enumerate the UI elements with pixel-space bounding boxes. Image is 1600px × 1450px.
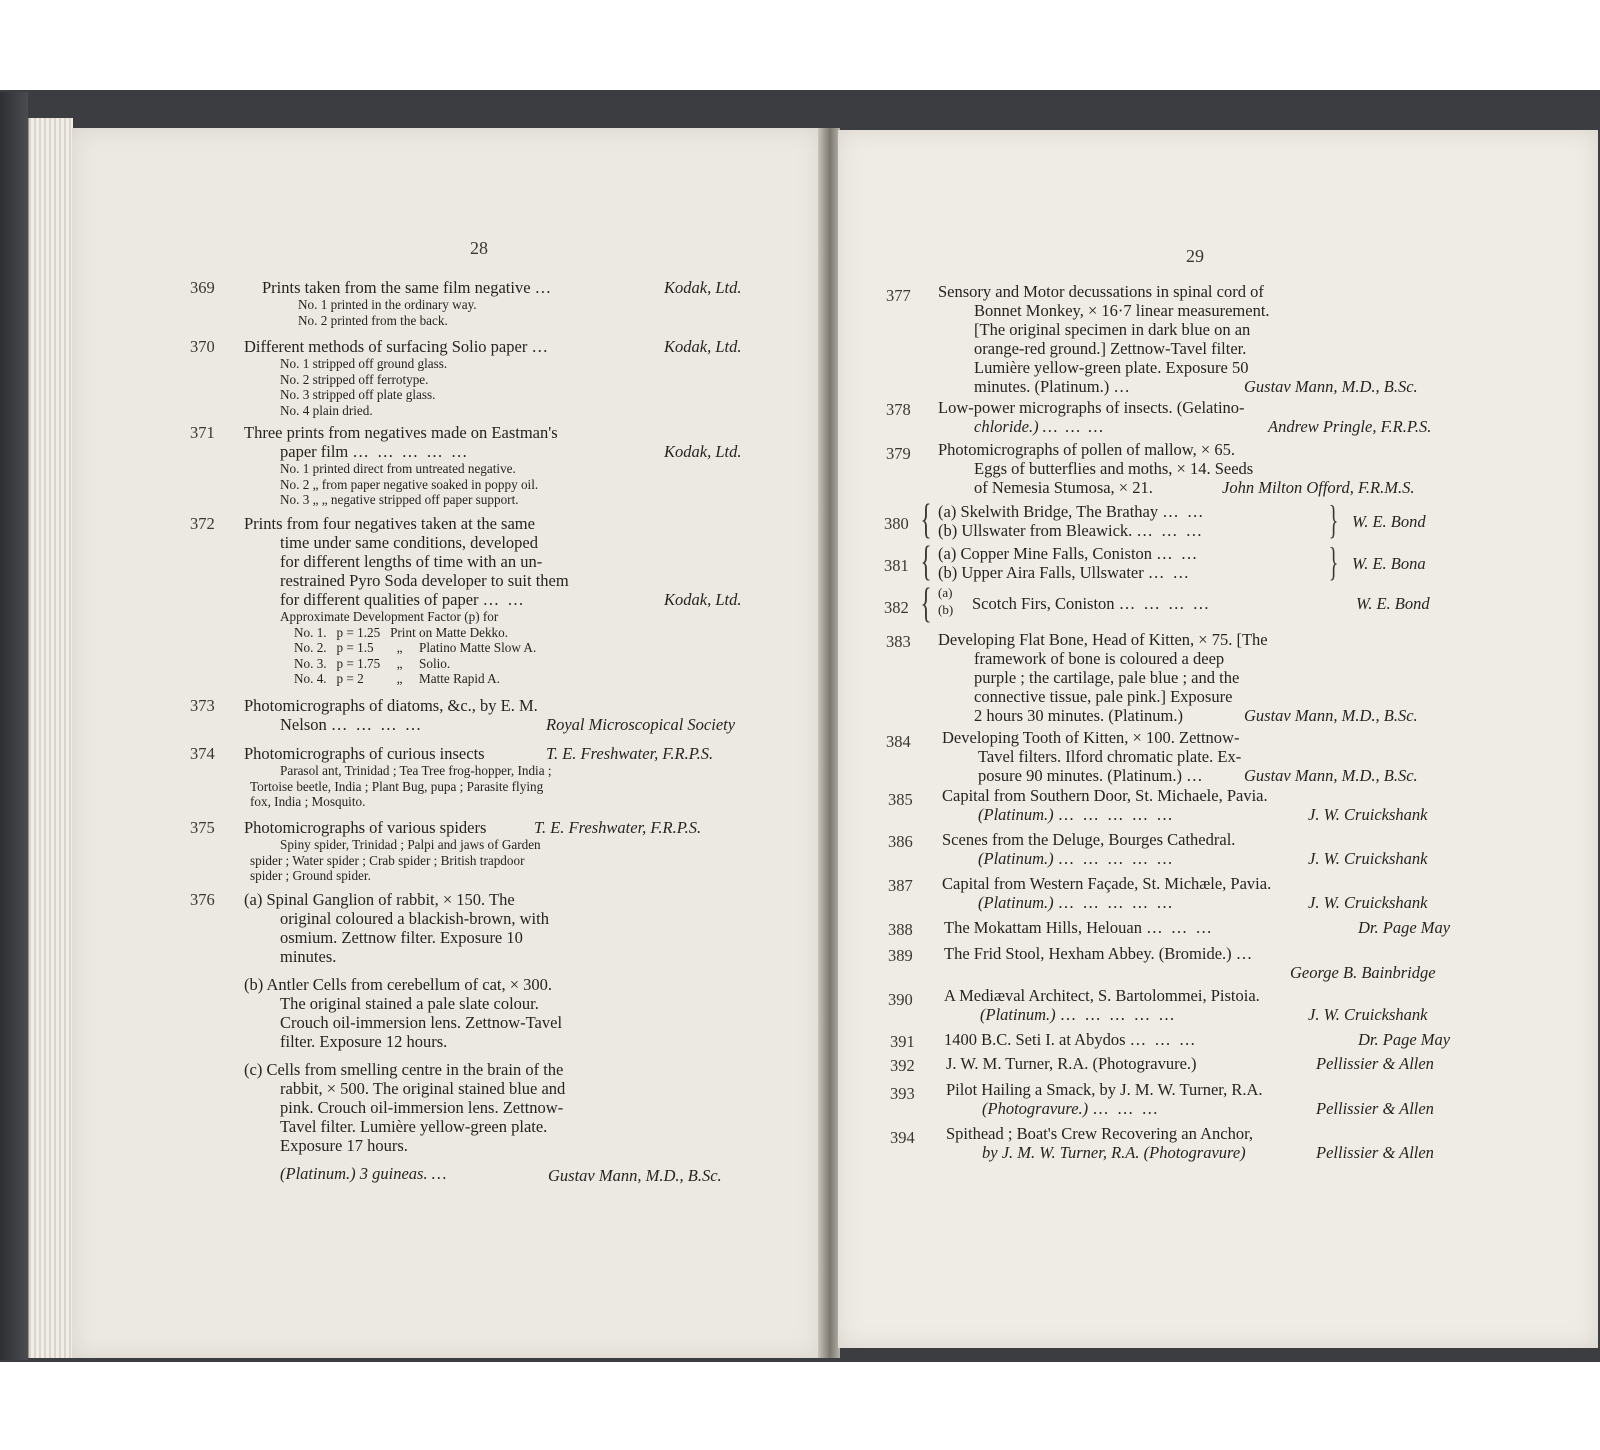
entry-number: 388: [888, 920, 913, 939]
entry-credit: Royal Microscopical Society: [546, 715, 736, 734]
leader-dots: … … … …: [1118, 594, 1212, 613]
entry-credit: John Milton Offord, F.R.M.S.: [1222, 478, 1415, 497]
entry-line: (a) Spinal Ganglion of rabbit, × 150. The: [244, 890, 515, 909]
entry-credit: Kodak, Ltd.: [664, 442, 742, 461]
leader-dots: … … … …: [330, 715, 424, 734]
left-brace: {: [920, 581, 932, 627]
entry-line: (Platinum.): [978, 805, 1054, 824]
entry-line: Crouch oil-immersion lens. Zettnow-Tavel: [280, 1013, 563, 1032]
entry-line: osmium. Zettnow filter. Exposure 10: [280, 928, 523, 947]
entry-title: 1400 B.C. Seti I. at Abydos: [944, 1030, 1126, 1049]
entry-title: The Frid Stool, Hexham Abbey. (Bromide.) …: [944, 944, 1253, 963]
leader-dots: … … … … …: [1059, 1005, 1177, 1024]
entry-line: orange-red ground.] Zettnow-Tavel filter.: [974, 339, 1247, 358]
entry-credit: J. W. Cruickshank: [1308, 805, 1428, 824]
entry-number: 382: [884, 598, 909, 617]
entry-line: [The original specimen in dark blue on an: [974, 320, 1251, 339]
entry-note: No. 2 „ from paper negative soaked in poppy oil.: [280, 476, 539, 492]
page-number: 28: [470, 238, 488, 258]
entry-371: [244, 423, 774, 508]
entry-credit: Dr. Page May: [1358, 1030, 1451, 1049]
entry-line: (b): [938, 602, 954, 617]
entry-credit: Dr. Page May: [1358, 918, 1451, 937]
entry-number: 393: [890, 1084, 915, 1103]
entry-note: No. 3 „ „ negative stripped off paper support.: [280, 492, 519, 507]
leader-dots: … …: [1162, 502, 1206, 521]
entry-line: purple ; the cartilage, pale blue ; and the: [974, 668, 1240, 687]
entry-note: No. 1 printed in the ordinary way.: [298, 297, 477, 312]
entry-line: minutes.: [280, 947, 337, 966]
entry-line: for different lengths of time with an un-: [280, 552, 543, 571]
entry-credit: J. W. Cruickshank: [1308, 849, 1428, 868]
entry-line: Sensory and Motor decussations in spinal cord of: [938, 282, 1264, 301]
entry-line: Prints from four negatives taken at the same: [244, 514, 535, 533]
entry-credit: Gustav Mann, M.D., B.Sc.: [1244, 377, 1418, 396]
leader-dots: … … … … …: [1057, 893, 1175, 912]
entry-number: 370: [190, 337, 215, 356]
entry-note: Tortoise beetle, India ; Plant Bug, pupa ; Parasite flying: [250, 778, 544, 794]
entry-380: [938, 502, 1318, 540]
entry-388: [944, 918, 1424, 937]
entry-note: No. 4 plain dried.: [280, 402, 373, 418]
entry-number: 377: [886, 286, 911, 305]
left-page: [72, 128, 820, 1358]
entry-line: (b) Upper Aira Falls, Ullswater: [938, 563, 1144, 582]
entry-number: 385: [888, 790, 913, 809]
entry-number: 376: [190, 890, 215, 909]
entry-credit: T. E. Freshwater, F.R.P.S.: [534, 818, 702, 837]
entry-line: paper film: [280, 442, 349, 461]
entry-line: (c) Cells from smelling centre in the brain of the: [244, 1060, 564, 1079]
entry-title: Different methods of surfacing Solio paper: [244, 337, 528, 356]
entry-number: 394: [890, 1128, 915, 1147]
entry-credit: Gustav Mann, M.D., B.Sc.: [1244, 766, 1418, 785]
entry-number: 384: [886, 732, 911, 751]
entry-number: 390: [888, 990, 913, 1009]
entry-line: of Nemesia Stumosa, × 21.: [974, 478, 1153, 497]
entry-line: (a) Copper Mine Falls, Coniston: [938, 544, 1153, 563]
leader-dots: …: [431, 1164, 449, 1183]
entry-line: (b) Antler Cells from cerebellum of cat, × 300.: [244, 975, 553, 994]
entry-title: Prints taken from the same film negative: [262, 278, 531, 297]
entry-381: [938, 544, 1318, 582]
entry-line: Nelson: [280, 715, 327, 734]
left-brace: {: [920, 497, 932, 543]
entry-note: No. 2 printed from the back.: [298, 312, 448, 328]
entry-line: for different qualities of paper: [280, 590, 479, 609]
entry-line: time under same conditions, developed: [280, 533, 538, 552]
entry-credit: J. W. Cruickshank: [1308, 893, 1428, 912]
leader-dots: … … … … …: [1057, 805, 1175, 824]
entry-line: (b) Ullswater from Bleawick.: [938, 521, 1133, 540]
entry-credit: Kodak, Ltd.: [664, 590, 742, 609]
entry-number: 380: [884, 514, 909, 533]
entry-line: minutes. (Platinum.): [974, 377, 1110, 396]
entry-line: filter. Exposure 12 hours.: [280, 1032, 448, 1051]
page-stack-edge: [28, 118, 73, 1358]
entry-note: spider ; Ground spider.: [250, 868, 371, 883]
leader-dots: …: [1113, 377, 1132, 396]
entry-number: 373: [190, 696, 215, 715]
entry-375: [244, 818, 784, 884]
entry-note: fox, India ; Mosquito.: [250, 794, 366, 809]
entry-line: Photomicrographs of diatoms, &c., by E. M.: [244, 696, 538, 715]
entry-note: No. 1 printed direct from untreated negative.: [280, 461, 516, 476]
entry-line: original coloured a blackish-brown, with: [280, 909, 549, 928]
entry-number: 386: [888, 832, 913, 851]
entry-note: Approximate Development Factor (p) for: [280, 609, 499, 624]
entry-title: J. W. M. Turner, R.A. (Photogravure.): [946, 1054, 1197, 1073]
entry-line: 2 hours 30 minutes. (Platinum.): [974, 706, 1183, 725]
entry-line: Capital from Southern Door, St. Michaele, Pavia.: [942, 786, 1268, 805]
entry-line: Three prints from negatives made on Eastman's: [244, 423, 558, 442]
entry-line: framework of bone is coloured a deep: [974, 649, 1225, 668]
entry-number: 381: [884, 556, 909, 575]
entry-line: restrained Pyro Soda developer to suit them: [280, 571, 569, 590]
entry-credit: Pellissier & Allen: [1316, 1143, 1434, 1162]
leader-dots: … … …: [1129, 1030, 1198, 1049]
entry-credit: Pellissier & Allen: [1316, 1054, 1434, 1073]
entry-line: The original stained a pale slate colour.: [280, 994, 539, 1013]
entry-376: [244, 890, 804, 1183]
book-gutter: [818, 128, 840, 1358]
entry-title: The Mokattam Hills, Helouan: [944, 918, 1142, 937]
entry-line: Spithead ; Boat's Crew Recovering an Anchor,: [946, 1124, 1254, 1143]
entry-title: Photomicrographs of various spiders: [244, 818, 487, 837]
entry-line: Exposure 17 hours.: [280, 1136, 408, 1155]
entry-number: 389: [888, 946, 913, 965]
entry-line: (Platinum.): [978, 849, 1054, 868]
entry-number: 383: [886, 632, 911, 651]
leader-dots: … …: [1147, 563, 1191, 582]
entry-line: rabbit, × 500. The original stained blue and: [280, 1079, 566, 1098]
leader-dots: … … …: [1092, 1099, 1161, 1118]
entry-line: Lumière yellow-green plate. Exposure 50: [974, 358, 1249, 377]
entry-credit: W. E. Bona: [1352, 554, 1426, 573]
leader-dots: …: [534, 278, 554, 297]
entry-note: Parasol ant, Trinidad ; Tea Tree frog-hopper, India ;: [280, 763, 552, 778]
entry-line: Tavel filters. Ilford chromatic plate. Ex-: [978, 747, 1242, 766]
leader-dots: … … … … …: [1057, 849, 1175, 868]
entry-credit: T. E. Freshwater, F.R.P.S.: [546, 744, 714, 763]
entry-title: Photomicrographs of curious insects: [244, 744, 485, 763]
right-page: [838, 130, 1598, 1348]
entry-number: 391: [890, 1032, 915, 1051]
entry-number: 387: [888, 876, 913, 895]
entry-credit: Andrew Pringle, F.R.P.S.: [1268, 417, 1432, 436]
entry-line: chloride.): [974, 417, 1039, 436]
entry-note: No. 2 stripped off ferrotype.: [280, 371, 429, 387]
entry-line: Capital from Western Façade, St. Michæle, Pavia.: [942, 874, 1272, 893]
right-brace: }: [1328, 497, 1339, 542]
entry-note: No. 3. p = 1.75 „ Solio.: [294, 655, 451, 671]
entry-line: Developing Tooth of Kitten, × 100. Zettnow-: [942, 728, 1240, 747]
entry-392: [946, 1054, 1346, 1073]
leader-dots: … … …: [1136, 521, 1205, 540]
entry-line: pink. Crouch oil-immersion lens. Zettnow-: [280, 1098, 564, 1117]
entry-line: Scenes from the Deluge, Bourges Cathedral.: [942, 830, 1236, 849]
leader-dots: …: [531, 337, 550, 356]
entry-number: 372: [190, 514, 215, 533]
entry-line: Developing Flat Bone, Head of Kitten, × 75. [The: [938, 630, 1268, 649]
entry-number: 392: [890, 1056, 915, 1075]
entry-number: 375: [190, 818, 215, 837]
entry-line: (a): [938, 585, 953, 600]
entry-391: [944, 1030, 1424, 1049]
entry-line: Pilot Hailing a Smack, by J. M. W. Turner, R.A.: [946, 1080, 1263, 1099]
entry-line: (Platinum.) 3 guineas.: [280, 1164, 428, 1183]
entry-number: 371: [190, 423, 215, 442]
entry-number: 378: [886, 400, 911, 419]
page-number: 29: [1186, 246, 1204, 266]
entry-line: Low-power micrographs of insects. (Gelatino-: [938, 398, 1245, 417]
entry-line: A Mediæval Architect, S. Bartolommei, Pistoia.: [944, 986, 1260, 1005]
entry-line: (Photogravure.): [982, 1099, 1089, 1118]
entry-credit: George B. Bainbridge: [1290, 963, 1436, 982]
entry-title: Scotch Firs, Coniston: [972, 594, 1115, 613]
entry-line: Photomicrographs of pollen of mallow, × 65.: [938, 440, 1235, 459]
leader-dots: … …: [482, 590, 526, 609]
entry-credit: Gustav Mann, M.D., B.Sc.: [548, 1166, 722, 1185]
left-brace: {: [920, 539, 932, 585]
entry-line: posure 90 minutes. (Platinum.) …: [978, 766, 1203, 785]
entry-line: Tavel filter. Lumière yellow-green plate.: [280, 1117, 548, 1136]
entry-number: 374: [190, 744, 215, 763]
entry-382: [972, 594, 1352, 613]
entry-line: (Platinum.): [978, 893, 1054, 912]
entry-number: 379: [886, 444, 911, 463]
entry-line: Eggs of butterflies and moths, × 14. Seeds: [974, 459, 1254, 478]
entry-line: connective tissue, pale pink.] Exposure: [974, 687, 1233, 706]
leader-dots: … … …: [1146, 918, 1214, 937]
entry-credit: J. W. Cruickshank: [1308, 1005, 1428, 1024]
book-cover-edge: [0, 92, 28, 1360]
entry-credit: Gustav Mann, M.D., B.Sc.: [1244, 706, 1418, 725]
leader-dots: … … …: [1042, 417, 1105, 436]
entry-note: No. 4. p = 2 „ Matte Rapid A.: [294, 671, 500, 686]
entry-credit: Kodak, Ltd.: [664, 337, 742, 356]
leader-dots: … … … … …: [352, 442, 470, 461]
entry-389: [944, 944, 1424, 963]
entry-note: No. 3 stripped off plate glass.: [280, 387, 436, 402]
entry-note: No. 1. p = 1.25 Print on Matte Dekko.: [294, 624, 509, 640]
entry-line: (a) Skelwith Bridge, The Brathay: [938, 502, 1159, 521]
entry-note: No. 2. p = 1.5 „ Platino Matte Slow A.: [294, 640, 537, 655]
entry-line: (Platinum.): [980, 1005, 1056, 1024]
entry-note: No. 1 stripped off ground glass.: [280, 356, 448, 371]
entry-number: 369: [190, 278, 215, 297]
entry-credit: W. E. Bond: [1352, 512, 1426, 531]
entry-line: Bonnet Monkey, × 16·7 linear measurement.: [974, 301, 1270, 320]
entry-credit: Kodak, Ltd.: [664, 278, 742, 297]
right-brace: }: [1328, 539, 1339, 584]
entry-note: Spiny spider, Trinidad ; Palpi and jaws of Garden: [280, 837, 541, 852]
entry-line: by J. M. W. Turner, R.A. (Photogravure): [982, 1143, 1246, 1162]
leader-dots: … …: [1156, 544, 1200, 563]
entry-credit: W. E. Bond: [1356, 594, 1430, 613]
entry-note: spider ; Water spider ; Crab spider ; British trapdoor: [250, 852, 525, 868]
entry-credit: Pellissier & Allen: [1316, 1099, 1434, 1118]
